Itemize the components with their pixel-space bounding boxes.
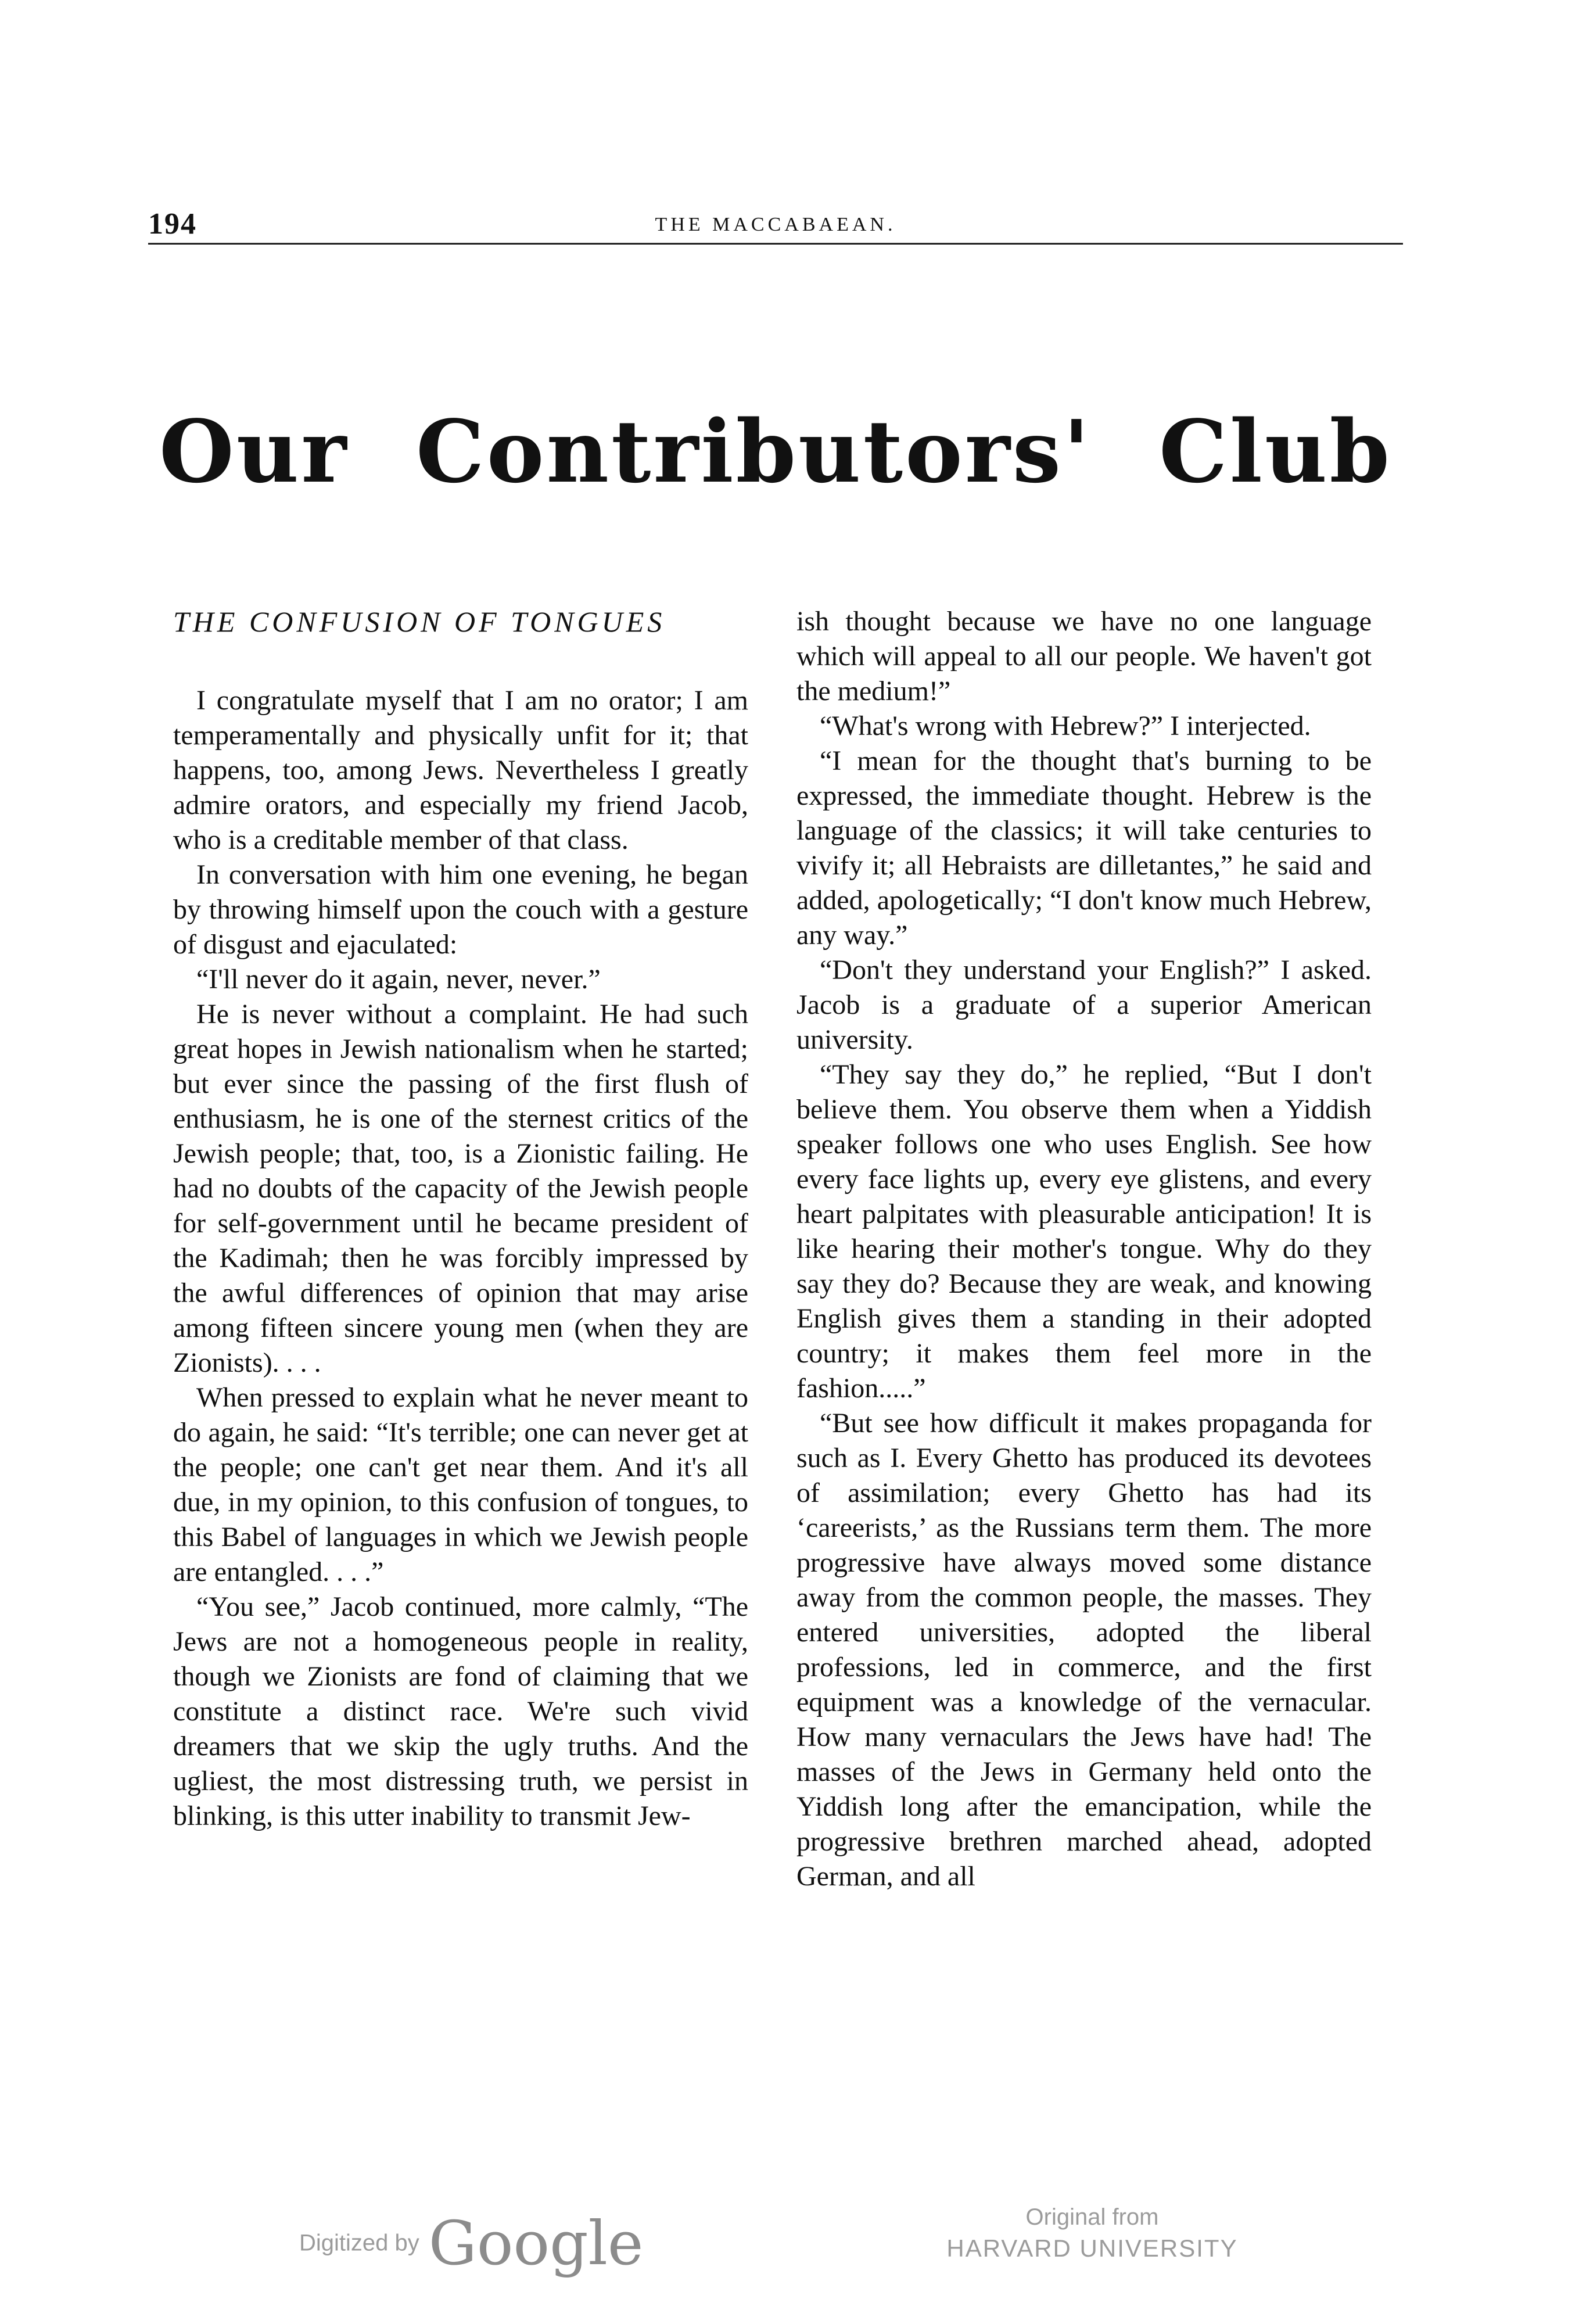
paragraph: “I'll never do it again, never, never.” — [196, 964, 601, 995]
paragraph: In conversation with him one evening, he began by throwing himself upon the couch with a gesture of disgust and ejaculated: — [173, 859, 748, 960]
right-column — [796, 604, 1372, 1894]
digitized-by-watermark — [299, 2208, 644, 2279]
original-from-label: Original from — [1025, 2204, 1159, 2230]
paragraph: “I mean for the thought that's burning to be expressed, the immediate thought. Hebrew is the language of the classics; it will take centuries to vivify it; all Hebraists are dilletantes,” he said and added, apologetically; “I don't know much Hebrew, any way.” — [796, 745, 1372, 951]
paragraph: When pressed to explain what he never meant to do again, he said: “It's terrible; one can never get at the people; one can't get near them. And it's all due, in my opinion, to this confusion of tongues, to this Babel of languages in which we Jewish people are entangled. . . .” — [173, 1382, 748, 1587]
article-title: THE CONFUSION OF TONGUES — [173, 605, 666, 638]
page-number: 194 — [148, 207, 197, 241]
provenance-watermark — [941, 2202, 1243, 2265]
institution-label: HARVARD UNIVERSITY — [946, 2235, 1238, 2262]
paragraph: “What's wrong with Hebrew?” I interjected. — [820, 711, 1311, 741]
page-header — [148, 207, 1403, 248]
section-title: Our Contributors' Club — [159, 401, 1393, 502]
running-head: THE MACCABAEAN. — [655, 214, 896, 235]
digitized-by-label: Digitized by — [299, 2230, 419, 2256]
google-logo: Google — [428, 2208, 644, 2279]
paragraph: “But see how difficult it makes propaganda for such as I. Every Ghetto has produced its devotees of assimilation; every Ghetto has had its ‘careerists,’ as the Russians term them. The more progressive have always moved some distance away from the common people, the masses. They entered universities, adopted the liberal professions, led in commerce, and the first equipment was a knowledge of the vernacular. How many vernaculars the Jews have had! The masses of the Jews in Germany held onto the Yiddish long after the emancipation, while the progressive brethren marched ahead, adopted German, and all — [796, 1408, 1372, 1892]
paragraph: I congratulate myself that I am no orator; I am temperamentally and physically unfit for it; that happens, too, among Jews. Nevertheless I greatly admire orators, and especially my friend Jacob, who is a creditable member of that class. — [173, 685, 748, 855]
left-column — [173, 604, 748, 1834]
paragraph: He is never without a complaint. He had such great hopes in Jewish nationalism when he started; but ever since the passing of the first flush of enthusiasm, he is one of the sternest critics of the Jewish people; that, too, is a Zionistic failing. He had no doubts of the capacity of the Jewish people for self-government until he became president of the Kadimah; then he was forcibly impressed by the awful differences of opinion that may arise among fifteen sincere young men (when they are Zionists). . . . — [173, 999, 748, 1378]
paragraph: “You see,” Jacob continued, more calmly, “The Jews are not a homogeneous people in reality, though we Zionists are fond of claiming that we constitute a distinct race. We're such vivid dreamers that we skip the ugly truths. And the ugliest, the most distressing truth, we persist in blinking, is this utter inability to transmit Jew- — [173, 1591, 748, 1831]
header-rule — [148, 243, 1403, 245]
paragraph-continuation: ish thought because we have no one language which will appeal to all our people. We haven't got the medium!” — [796, 606, 1372, 706]
paragraph: “They say they do,” he replied, “But I don't believe them. You observe them when a Yiddish speaker follows one who uses English. See how every face lights up, every eye glistens, and every heart palpitates with pleasurable anticipation! It is like hearing their mother's tongue. Why do they say they do? Because they are weak, and knowing English gives them a standing in their adopted country; it makes them feel more in the fashion.....” — [796, 1059, 1372, 1404]
paragraph: “Don't they understand your English?” I asked. Jacob is a graduate of a superior American university. — [796, 955, 1372, 1055]
